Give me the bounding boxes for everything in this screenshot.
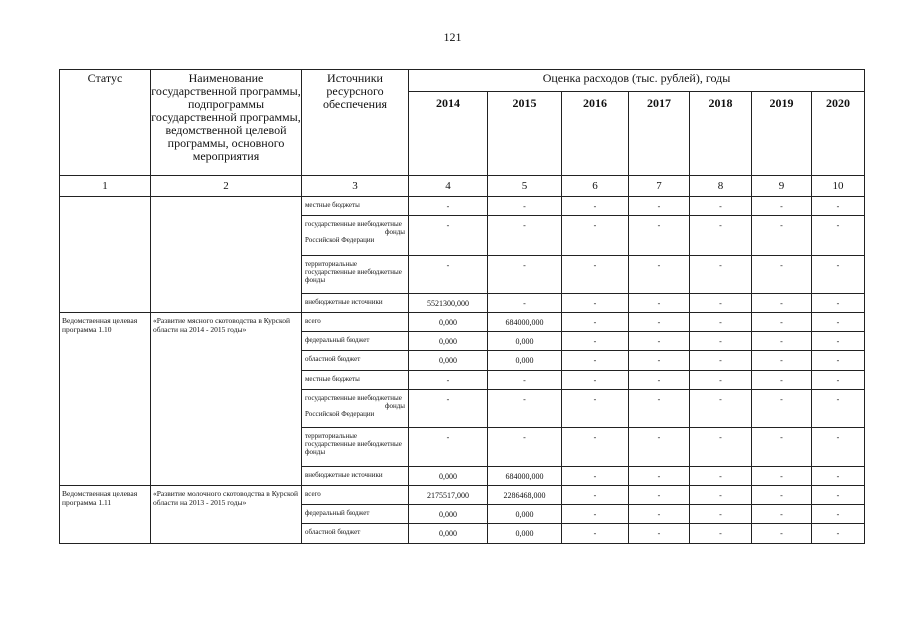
source-line: Российской Федерации <box>305 236 375 244</box>
value-cell: - <box>690 351 752 371</box>
column-number: 5 <box>488 176 562 197</box>
value-cell: - <box>488 390 562 428</box>
column-number: 8 <box>690 176 752 197</box>
value-cell: - <box>488 216 562 256</box>
value-cell: - <box>752 486 812 505</box>
value-cell: - <box>488 294 562 313</box>
value-cell: - <box>562 371 629 390</box>
header-year: 2016 <box>562 92 629 176</box>
header-year: 2018 <box>690 92 752 176</box>
value-cell: - <box>562 524 629 544</box>
value-cell: - <box>812 486 865 505</box>
value-cell: - <box>409 197 488 216</box>
value-cell: 2175517,000 <box>409 486 488 505</box>
value-cell: - <box>690 313 752 332</box>
value-cell: - <box>562 216 629 256</box>
value-cell: - <box>812 371 865 390</box>
value-cell: - <box>690 428 752 467</box>
value-cell: - <box>690 332 752 351</box>
header-expenses: Оценка расходов (тыс. рублей), годы <box>409 70 865 92</box>
source-word: фонды <box>384 228 405 236</box>
value-cell: - <box>629 467 690 486</box>
value-cell: - <box>690 467 752 486</box>
value-cell: 5521300,000 <box>409 294 488 313</box>
page-number: 121 <box>443 30 462 44</box>
source-cell: территориальные государственные внебюджетные фонды <box>302 256 409 294</box>
value-cell: - <box>629 486 690 505</box>
value-cell: 684000,000 <box>488 467 562 486</box>
table-row <box>60 313 865 332</box>
source-line <box>305 402 405 410</box>
program-name-cell: «Развитие молочного скотоводства в Курской области на 2013 - 2015 годы» <box>151 486 302 544</box>
value-cell: - <box>690 216 752 256</box>
value-cell: - <box>562 197 629 216</box>
value-cell: - <box>690 294 752 313</box>
column-number-row <box>60 176 865 197</box>
value-cell: - <box>562 390 629 428</box>
header-year: 2017 <box>629 92 690 176</box>
value-cell: - <box>812 467 865 486</box>
source-line: Российской Федерации <box>305 410 375 418</box>
value-cell: - <box>562 467 629 486</box>
value-cell: - <box>488 256 562 294</box>
value-cell: - <box>690 486 752 505</box>
header-year: 2015 <box>488 92 562 176</box>
value-cell: - <box>629 428 690 467</box>
header-status: Статус <box>60 70 151 176</box>
value-cell: - <box>812 197 865 216</box>
table-row <box>60 486 865 505</box>
value-cell: - <box>812 390 865 428</box>
source-cell: всего <box>302 313 409 332</box>
value-cell: 0,000 <box>409 351 488 371</box>
status-cell: Ведомственная целевая программа 1.10 <box>60 313 151 486</box>
source-cell: территориальные государственные внебюджетные фонды <box>302 428 409 467</box>
source-cell: федеральный бюджет <box>302 332 409 351</box>
value-cell: - <box>409 216 488 256</box>
value-cell: - <box>629 313 690 332</box>
status-cell <box>60 197 151 313</box>
value-cell: - <box>629 505 690 524</box>
source-cell: местные бюджеты <box>302 197 409 216</box>
header-year: 2014 <box>409 92 488 176</box>
header-name: Наименование государственной программы, подпрограммы государственной программы, ведомственной целевой программы, основного мероприятия <box>151 70 302 176</box>
value-cell: - <box>488 371 562 390</box>
value-cell: - <box>562 313 629 332</box>
value-cell: - <box>812 216 865 256</box>
value-cell: - <box>690 524 752 544</box>
value-cell: - <box>752 467 812 486</box>
value-cell: - <box>812 256 865 294</box>
value-cell: - <box>409 256 488 294</box>
column-number: 3 <box>302 176 409 197</box>
value-cell: - <box>690 256 752 294</box>
value-cell: - <box>812 505 865 524</box>
value-cell: - <box>562 486 629 505</box>
source-cell: федеральный бюджет <box>302 505 409 524</box>
value-cell: 0,000 <box>409 313 488 332</box>
value-cell: - <box>752 351 812 371</box>
value-cell: - <box>562 294 629 313</box>
value-cell: - <box>488 197 562 216</box>
value-cell: - <box>812 313 865 332</box>
source-cell: местные бюджеты <box>302 371 409 390</box>
column-number: 9 <box>752 176 812 197</box>
value-cell: - <box>752 428 812 467</box>
column-number: 2 <box>151 176 302 197</box>
value-cell: - <box>812 332 865 351</box>
value-cell: - <box>752 371 812 390</box>
value-cell: - <box>629 216 690 256</box>
source-line <box>305 228 405 236</box>
value-cell: - <box>690 390 752 428</box>
header-sources: Источники ресурсного обеспечения <box>302 70 409 176</box>
value-cell: - <box>409 428 488 467</box>
header-year: 2020 <box>812 92 865 176</box>
value-cell: - <box>562 256 629 294</box>
value-cell: 2286468,000 <box>488 486 562 505</box>
value-cell: - <box>752 332 812 351</box>
source-cell <box>302 216 409 256</box>
value-cell: - <box>690 197 752 216</box>
value-cell: - <box>752 294 812 313</box>
value-cell: - <box>752 216 812 256</box>
value-cell: 0,000 <box>488 332 562 351</box>
value-cell: 0,000 <box>409 505 488 524</box>
value-cell: - <box>812 351 865 371</box>
value-cell: - <box>690 505 752 524</box>
program-name-cell <box>151 197 302 313</box>
source-cell <box>302 390 409 428</box>
value-cell: - <box>812 428 865 467</box>
value-cell: - <box>562 505 629 524</box>
value-cell: - <box>629 351 690 371</box>
value-cell: - <box>752 256 812 294</box>
value-cell: 0,000 <box>409 524 488 544</box>
column-number: 7 <box>629 176 690 197</box>
source-cell: областной бюджет <box>302 351 409 371</box>
value-cell: - <box>562 351 629 371</box>
value-cell: - <box>629 390 690 428</box>
value-cell: - <box>690 371 752 390</box>
value-cell: 0,000 <box>488 351 562 371</box>
value-cell: - <box>629 524 690 544</box>
budget-table <box>59 69 865 544</box>
value-cell: - <box>409 390 488 428</box>
value-cell: - <box>562 428 629 467</box>
source-cell: внебюджетные источники <box>302 467 409 486</box>
source-cell: внебюджетные источники <box>302 294 409 313</box>
table-row <box>60 197 865 216</box>
value-cell: 0,000 <box>409 332 488 351</box>
value-cell: - <box>409 371 488 390</box>
value-cell: - <box>752 390 812 428</box>
value-cell: 0,000 <box>409 467 488 486</box>
value-cell: - <box>629 332 690 351</box>
source-line: государственные внебюджетные <box>305 394 402 402</box>
column-number: 10 <box>812 176 865 197</box>
column-number: 6 <box>562 176 629 197</box>
value-cell: - <box>812 294 865 313</box>
source-line: государственные внебюджетные <box>305 220 402 228</box>
source-word: фонды <box>384 402 405 410</box>
column-number: 1 <box>60 176 151 197</box>
value-cell: - <box>752 313 812 332</box>
source-cell: областной бюджет <box>302 524 409 544</box>
value-cell: - <box>629 371 690 390</box>
value-cell: - <box>488 428 562 467</box>
value-cell: - <box>752 524 812 544</box>
header-year: 2019 <box>752 92 812 176</box>
value-cell: 0,000 <box>488 505 562 524</box>
source-cell: всего <box>302 486 409 505</box>
value-cell: 684000,000 <box>488 313 562 332</box>
value-cell: - <box>629 197 690 216</box>
column-number: 4 <box>409 176 488 197</box>
value-cell: - <box>629 256 690 294</box>
program-name-cell: «Развитие мясного скотоводства в Курской области на 2014 - 2015 годы» <box>151 313 302 486</box>
value-cell: - <box>812 524 865 544</box>
value-cell: - <box>752 197 812 216</box>
value-cell: - <box>629 294 690 313</box>
value-cell: 0,000 <box>488 524 562 544</box>
value-cell: - <box>562 332 629 351</box>
value-cell: - <box>752 505 812 524</box>
status-cell: Ведомственная целевая программа 1.11 <box>60 486 151 544</box>
